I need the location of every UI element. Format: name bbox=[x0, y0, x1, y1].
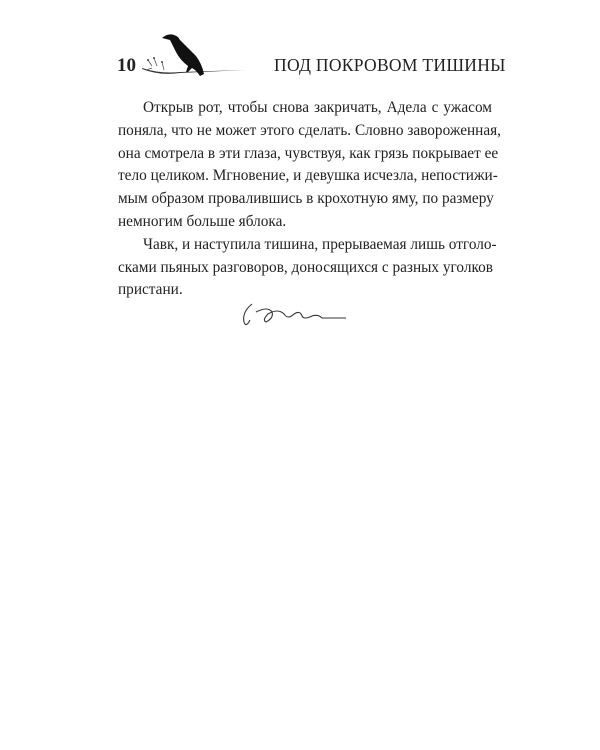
crow-on-branch-icon bbox=[140, 30, 245, 82]
text-line: Открыв рот, чтобы снова закричать, Адела с ужасом bbox=[143, 99, 492, 116]
flourish-icon bbox=[238, 300, 348, 332]
text-line: Чавк, и наступила тишина, прерываемая лишь отголо- bbox=[143, 235, 497, 253]
text-line: сками пьяных разговоров, доносящихся с разных уголков bbox=[118, 258, 494, 276]
text-line: мым образом провалившись в крохотную яму, по размеру bbox=[118, 190, 494, 208]
text-line: поняла, что не может этого сделать. Словно завороженная, bbox=[118, 121, 502, 139]
running-title: ПОД ПОКРОВОМ ТИШИНЫ bbox=[274, 55, 506, 75]
text-line: она смотрела в эти глаза, чувствуя, как грязь покрывает ее bbox=[118, 144, 499, 162]
page-number: 10 bbox=[117, 55, 136, 76]
text-line: пристани. bbox=[118, 281, 183, 299]
text-line: немногим больше яблока. bbox=[118, 212, 287, 230]
body-text bbox=[118, 97, 502, 302]
text-line: тело целиком. Мгновение, и девушка исчезла, непостижи- bbox=[118, 167, 498, 185]
